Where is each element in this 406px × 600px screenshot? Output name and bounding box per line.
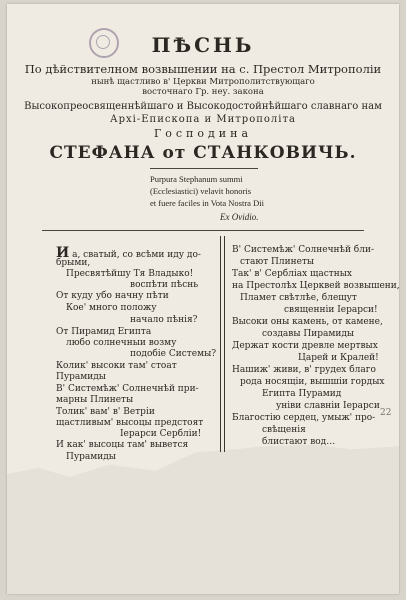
left-verse-text: а, сватый, со всѣми иду до- — [69, 250, 201, 260]
epigraph-line-3: et fuere faciles in Vota Nostra Dii — [150, 198, 264, 208]
column-divider — [220, 236, 221, 452]
right-verse-line: В' Системѣж' Солнечнѣй бли- — [232, 245, 374, 255]
left-verse-line: От куду убо начну пѣти — [56, 291, 169, 301]
epigraph-rule — [150, 168, 258, 169]
column-divider-inner — [224, 236, 225, 452]
right-verse-line: Так' в' Сербліах щастных — [232, 269, 353, 279]
left-verse-line: От Пирамид Египта — [56, 327, 152, 337]
left-verse-line: Іерарси Сербліи! — [120, 429, 202, 439]
right-verse-line: Высоки оны камень, от камене, — [232, 317, 383, 327]
left-verse-line: брыми, — [56, 258, 91, 268]
left-verse-line: Кое' много положу — [66, 303, 157, 313]
left-verse-line: марны Плинеты — [56, 395, 134, 405]
left-verse-line: любо солнечныи возму — [66, 338, 177, 348]
right-verse-line: блистают вод… — [262, 437, 336, 447]
right-verse-line: рода носящіи, вышшіи гордых — [240, 377, 385, 387]
left-verse-line: Пурамиды — [66, 452, 116, 462]
left-verse-line: Пурамиды — [56, 372, 106, 382]
dedicatee-name: СТЕФАНА от СТАНКОВИЧЬ. — [49, 143, 357, 163]
subtitle-line-6: Господина — [153, 127, 252, 140]
right-verse-line: создавы Пирамиды — [262, 329, 355, 339]
right-verse-line: стают Плинеты — [240, 257, 315, 267]
subtitle-line-1: По дѣйствителном возвышении на с. Престол Митрополіи — [24, 62, 382, 76]
right-verse-line: свѣщенія — [262, 425, 306, 435]
right-verse-line: Пламет свѣтлѣе, блещут — [240, 293, 357, 303]
epigraph-line-1: Purpura Stephanum summi — [150, 174, 243, 184]
section-rule — [42, 230, 364, 231]
subtitle-line-3: восточнаго Гр. неу. закона — [142, 87, 264, 97]
left-verse-line: В' Системѣж' Солнечнѣй при- — [56, 384, 199, 394]
right-verse-line: Царей и Кралей! — [298, 353, 379, 363]
subtitle-line-2: нынѣ щастливо в' Церкви Митрополитствующаго — [91, 77, 315, 87]
right-verse-line: священніи Іерарси! — [284, 305, 378, 315]
right-verse-line: Держат кости древле мертвых — [232, 341, 378, 351]
left-verse-line: Пресвятѣйшу Тя Владыко! — [66, 269, 194, 279]
left-verse-line: подобіе Системы? — [130, 349, 217, 359]
right-verse-line: Египта Пурамид — [262, 389, 342, 399]
left-verse-line: И как' высоцы там' вывется — [56, 440, 189, 450]
left-verse-line: воспѣти пѣснь — [130, 280, 199, 290]
left-verse-line: щастливым' высоцы предстоят — [56, 418, 204, 428]
epigraph-source: Ex Ovidio. — [220, 212, 259, 222]
subtitle-line-4: Высокопреосвященнѣйшаго и Высокодостойнѣйшаго славнаго нам — [24, 101, 382, 112]
right-verse-line: на Престолѣх Церквей возвышени, — [232, 281, 400, 291]
right-verse-line: Нашиж' живи, в' грудех благо — [232, 365, 376, 375]
right-verse-line: Благостію сердец, умыж' про- — [232, 413, 376, 423]
epigraph-line-2: (Ecclesiastici) velavit honoris — [150, 186, 252, 196]
margin-note: 22 — [380, 408, 392, 418]
drop-cap: И — [56, 245, 70, 261]
left-verse-line: Колик' высоки там' стоат — [56, 361, 177, 371]
page-title: ПѢСНЬ — [151, 33, 255, 57]
subtitle-line-5: Архі-Епископа и Митрополіта — [110, 114, 296, 125]
left-verse-line: начало пѣнія? — [130, 315, 198, 325]
left-verse-line: Толик' вам' в' Ветріи — [56, 407, 155, 417]
right-verse-line: уніви славніи Іерарси — [276, 401, 380, 411]
